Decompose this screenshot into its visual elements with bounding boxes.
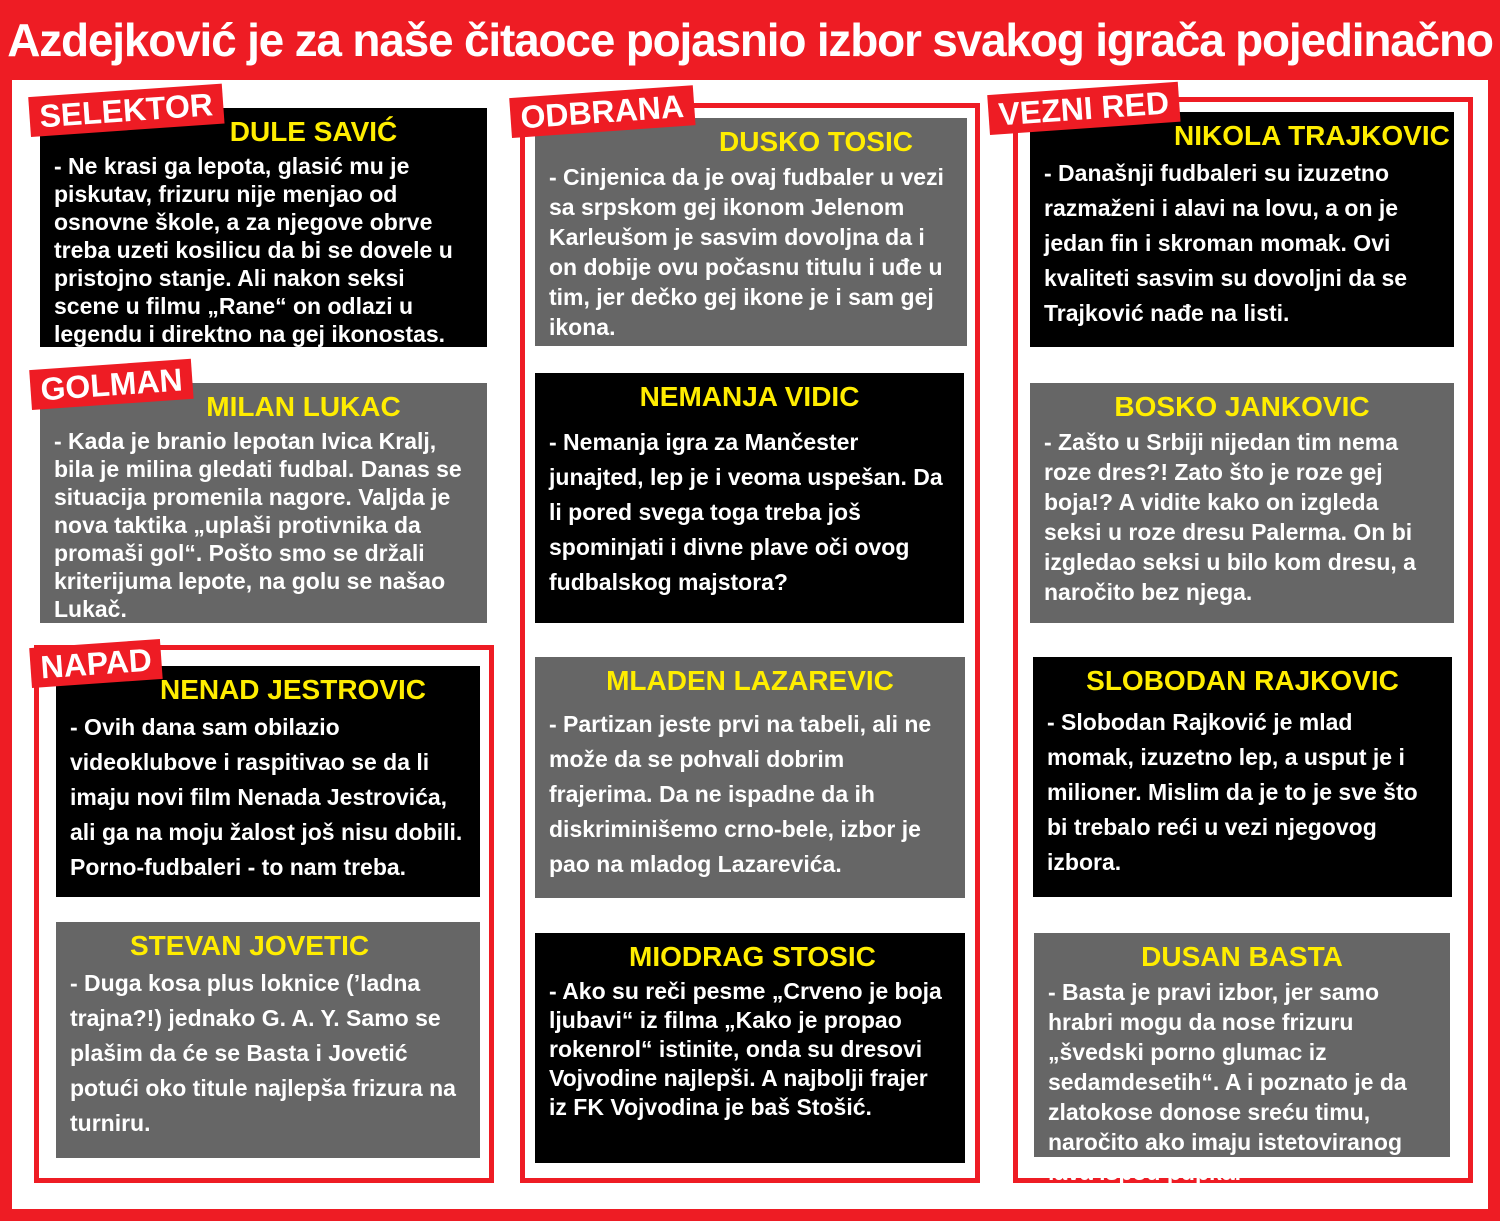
player-description: - Ne krasi ga lepota, glasić mu je piskutav, frizuru nije menjao od osnovne škole, a za njegove obrve treba uzeti kosilicu da bi se dovele u pristojno stanje. Ali nakon seksi scene u filmu „Rane“ on odlazi u legendu i direktno na gej ikonostas. — [54, 153, 453, 347]
card-mladen-lazarevic — [535, 657, 965, 898]
player-name: NIKOLA TRAJKOVIC — [1174, 120, 1450, 151]
card-milan-lukac — [40, 383, 487, 623]
player-description: - Današnji fudbaleri su izuzetno razmaženi i alavi na lovu, a on je jedan fin i skroman momak. Ovi kvaliteti sasvim su dovoljni da se Trajković nađe na listi. — [1044, 160, 1408, 326]
section-tag-golman: GOLMAN — [29, 359, 194, 410]
card-nikola-trajkovic — [1030, 112, 1454, 347]
section-tag-vezni-red: VEZNI RED — [987, 82, 1180, 135]
section-tag-selektor: SELEKTOR — [28, 84, 224, 137]
card-dusko-tosic — [535, 118, 967, 346]
player-name: NEMANJA VIDIC — [639, 381, 860, 412]
player-description: - Ovih dana sam obilazio videoklubove i raspitivao se da li imaju novi film Nenada Jestrovića, ali ga na moju žalost još nisu dobili. Porno-fudbaleri - to nam treba. — [70, 714, 463, 880]
player-description: - Duga kosa plus loknice (’ladna trajna?!) jednako G. A. Y. Samo se plašim da će se Basta i Jovetić potući oko titule najlepša frizura na turniru. — [70, 970, 456, 1136]
player-description: - Slobodan Rajković je mlad momak, izuzetno lep, a usput je i milioner. Mislim da je to je sve što bi trebalo reći u vezi njegovog izbora. — [1047, 709, 1418, 875]
card-nenad-jestrovic — [56, 666, 480, 897]
player-name: DUSAN BASTA — [1141, 941, 1343, 972]
card-dusan-basta — [1034, 933, 1450, 1185]
card-stevan-jovetic — [56, 922, 480, 1158]
player-name: DUSKO TOSIC — [719, 126, 913, 157]
player-description: - Zašto u Srbiji nijedan tim nema roze dres?! Zato što je roze gej boja!? A vidite kako on izgleda seksi u roze dresu Palerma. On bi izgledao seksi u bilo kom dresu, a naročito bez njega. — [1044, 429, 1416, 605]
player-description: - Kada je branio lepotan Ivica Kralj, bila je milina gledati fudbal. Danas se situacija promenila nagore. Valjda je nova taktika „uplaši protivnika da promaši gol“. Pošto smo se držali kriterijuma lepote, na golu se našao Lukač. — [54, 428, 462, 622]
player-description: - Ako su reči pesme „Crveno je boja ljubavi“ iz filma „Kako je propao rokenrol“ istinite, onda su dresovi Vojvodine najlepši. A najbolji frajer iz FK Vojvodina je baš Stošić. — [549, 978, 942, 1120]
player-description: - Cinjenica da je ovaj fudbaler u vezi sa srpskom gej ikonom Jelenom Karleušom je sasvim dovoljna da i on dobije ovu počasnu titulu i uđe u tim, jer dečko gej ikone je i sam gej ikona. — [549, 164, 944, 340]
player-name: STEVAN JOVETIC — [130, 930, 370, 961]
player-description: - Basta je pravi izbor, jer samo hrabri mogu da nose frizuru „švedski porno glumac iz sedamdesetih“. A i poznato je da zlatokose donose sreću timu, naročito ako imaju istetoviranog lava ispod pupka. — [1048, 979, 1407, 1185]
player-name: SLOBODAN RAJKOVIC — [1086, 665, 1399, 696]
card-nemanja-vidic — [535, 373, 964, 623]
player-description: - Nemanja igra za Mančester junajted, lep je i veoma uspešan. Da li pored svega toga treba još spominjati i divne plave oči ovog fudbalskog majstora? — [549, 429, 943, 595]
player-name: DULE SAVIĆ — [229, 116, 398, 147]
card-bosko-jankovic — [1030, 383, 1454, 623]
card-miodrag-stosic — [535, 933, 965, 1163]
player-name: BOSKO JANKOVIC — [1114, 391, 1370, 422]
card-slobodan-rajkovic — [1033, 657, 1452, 897]
player-name: MLADEN LAZAREVIC — [606, 665, 894, 696]
player-name: MILAN LUKAC — [206, 391, 401, 422]
section-tag-napad: NAPAD — [29, 639, 163, 688]
section-tag-odbrana: ODBRANA — [509, 85, 695, 138]
player-name: MIODRAG STOSIC — [629, 941, 876, 972]
card-dule-savic — [40, 108, 487, 347]
player-description: - Partizan jeste prvi na tabeli, ali ne može da se pohvali dobrim frajerima. Da ne ispadne da ih diskriminišemo crno-bele, izbor je pao na mladog Lazarevića. — [549, 711, 932, 877]
player-name: NENAD JESTROVIC — [159, 674, 427, 705]
page-headline: Azdejković je za naše čitaoce pojasnio izbor svakog igrača pojedinačno — [7, 14, 1493, 66]
